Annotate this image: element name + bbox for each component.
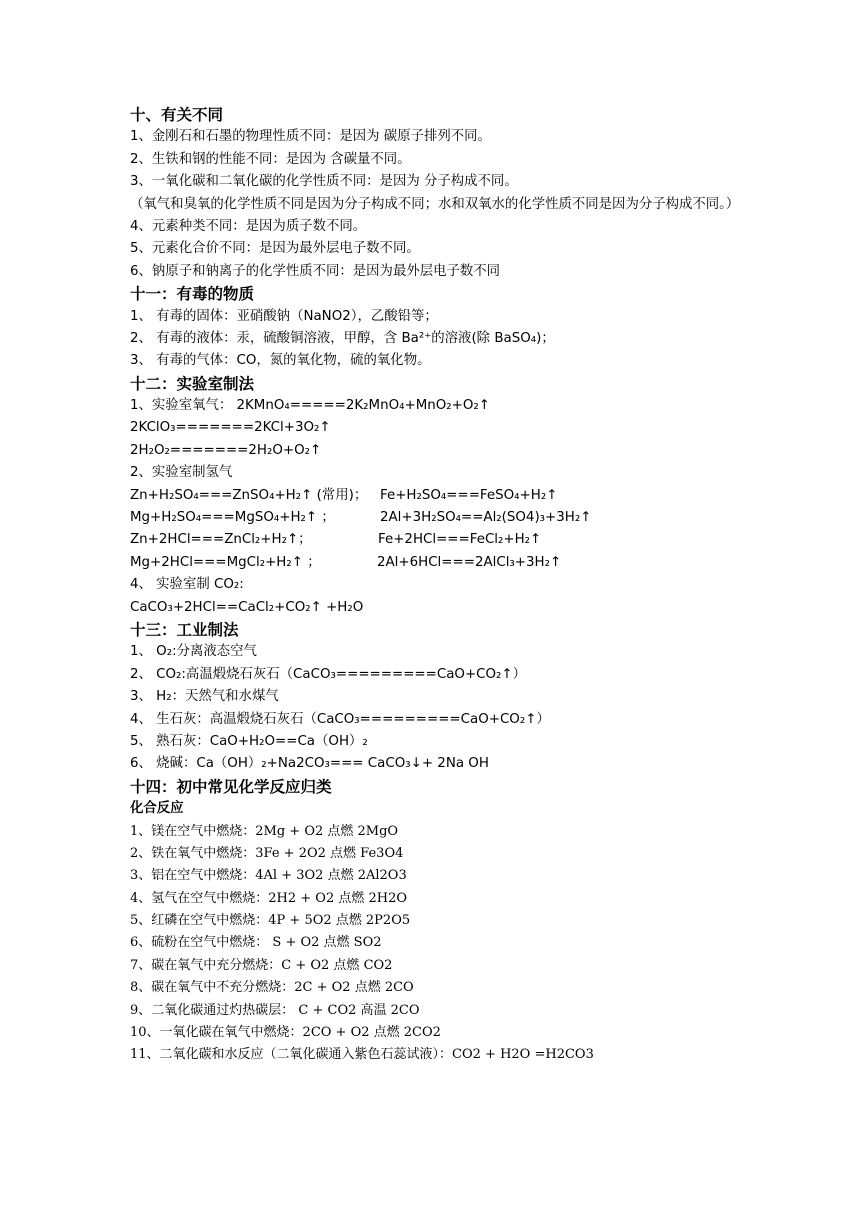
s12-pair-right: 2Al+3H₂SO₄==Al₂(SO4)₃+3H₂↑ bbox=[380, 510, 592, 526]
s10-item-5: 5、元素化合价不同：是因为最外层电子数不同。 bbox=[130, 241, 420, 257]
s14-item-9: 9、二氧化碳通过灼热碳层： C + CO2 高温 2CO bbox=[130, 1002, 420, 1018]
s13-item-4: 4、 生石灰：高温煅烧石灰石（CaCO₃=========CaO+CO₂↑） bbox=[130, 711, 550, 727]
s14-item-5: 5、红磷在空气中燃烧：4P + 5O2 点燃 2P2O5 bbox=[130, 913, 411, 929]
s13-item-6: 6、 烧碱：Ca（OH）₂+Na2CO₃=== CaCO₃↓+ 2Na OH bbox=[130, 756, 489, 772]
s12-pair-right: 2Al+6HCl===2AlCl₃+3H₂↑ bbox=[377, 554, 562, 570]
s14-item-2: 2、铁在氧气中燃烧：3Fe + 2O2 点燃 Fe3O4 bbox=[130, 845, 404, 861]
s12-pair-right: Fe+H₂SO₄===FeSO₄+H₂↑ bbox=[380, 487, 558, 503]
s10-item-6: 6、钠原子和钠离子的化学性质不同：是因为最外层电子数不同 bbox=[130, 263, 501, 279]
s12-pair-right: Fe+2HCl===FeCl₂+H₂↑ bbox=[378, 532, 542, 548]
section-title-10: 十、有关不同 bbox=[130, 106, 224, 124]
s11-item-1: 1、 有毒的固体：亚硝酸钠（NaNO2），乙酸铅等； bbox=[130, 308, 438, 324]
section-title-12: 十二：实验室制法 bbox=[130, 374, 255, 393]
s12-pair-left: Mg+2HCl===MgCl₂+H₂↑ ； bbox=[130, 554, 321, 570]
s14-item-10: 10、一氧化碳在氧气中燃烧：2CO + O2 点燃 2CO2 bbox=[130, 1025, 441, 1041]
s12-pair-row bbox=[130, 552, 750, 574]
s12-pair-left: Zn+H₂SO₄===ZnSO₄+H₂↑ (常用)； bbox=[130, 487, 368, 503]
s14-item-4: 4、氢气在空气中燃烧：2H2 + O2 点燃 2H2O bbox=[130, 890, 408, 906]
s10-note: （氧气和臭氧的化学性质不同是因为分子构成不同；水和双氧水的化学性质不同是因为分子构成不同。） bbox=[130, 196, 740, 212]
s10-item-2: 2、生铁和钢的性能不同：是因为 含碳量不同。 bbox=[130, 151, 411, 167]
s10-item-3: 3、一氧化碳和二氧化碳的化学性质不同：是因为 分子构成不同。 bbox=[130, 174, 518, 190]
s12-tail-2: CaCO₃+2HCl==CaCl₂+CO₂↑ +H₂O bbox=[130, 599, 364, 615]
s12-pair-row bbox=[130, 529, 750, 551]
s14-item-1: 1、镁在空气中燃烧：2Mg + O2 点燃 2MgO bbox=[130, 823, 399, 839]
s14-item-7: 7、碳在氧气中充分燃烧：C + O2 点燃 CO2 bbox=[130, 957, 393, 973]
s12-pair-row bbox=[130, 485, 750, 507]
s14-item-3: 3、铝在空气中燃烧：4Al + 3O2 点燃 2Al2O3 bbox=[130, 868, 407, 884]
s13-item-2: 2、 CO₂:高温煅烧石灰石（CaCO₃=========CaO+CO₂↑） bbox=[130, 666, 527, 682]
s12-pair-row bbox=[130, 507, 750, 529]
s12-item-3: 2H₂O₂=======2H₂O+O₂↑ bbox=[130, 442, 322, 458]
s14-item-8: 8、碳在氧气中不充分燃烧：2C + O2 点燃 2CO bbox=[130, 980, 414, 996]
s12-item-4: 2、实验室制氢气 bbox=[130, 465, 233, 481]
s10-item-4: 4、元素种类不同：是因为质子数不同。 bbox=[130, 218, 367, 234]
section-title-11: 十一：有毒的物质 bbox=[130, 285, 255, 304]
s10-item-1: 1、金刚石和石墨的物理性质不同：是因为 碳原子排列不同。 bbox=[130, 129, 491, 145]
s12-pair-left: Mg+H₂SO₄===MgSO₄+H₂↑ ； bbox=[130, 510, 335, 526]
s12-tail-1: 4、 实验室制 CO₂: bbox=[130, 577, 244, 593]
s12-pair-left: Zn+2HCl===ZnCl₂+H₂↑； bbox=[130, 532, 312, 548]
s13-item-1: 1、 O₂:分离液态空气 bbox=[130, 644, 257, 660]
s11-item-2: 2、 有毒的液体：汞，硫酸铜溶液，甲醇，含 Ba²⁺的溶液(除 BaSO₄)； bbox=[130, 330, 555, 346]
s14-item-6: 6、硫粉在空气中燃烧： S + O2 点燃 SO2 bbox=[130, 935, 382, 951]
s14-subtitle: 化合反应 bbox=[130, 801, 184, 817]
s11-item-3: 3、 有毒的气体：CO，氮的氧化物，硫的氧化物。 bbox=[130, 353, 431, 369]
s12-item-2: 2KClO₃=======2KCl+3O₂↑ bbox=[130, 420, 331, 436]
section-title-13: 十三：工业制法 bbox=[130, 621, 239, 639]
s14-item-11: 11、二氧化碳和水反应（二氧化碳通入紫色石蕊试液）：CO2 + H2O =H2CO3 bbox=[130, 1047, 594, 1063]
section-title-14: 十四：初中常见化学反应归类 bbox=[130, 777, 332, 796]
s12-item-1: 1、实验室氧气： 2KMnO₄=====2K₂MnO₄+MnO₂+O₂↑ bbox=[130, 398, 490, 414]
s13-item-5: 5、 熟石灰：CaO+H₂O==Ca（OH）₂ bbox=[130, 733, 368, 749]
document-content bbox=[130, 104, 750, 1067]
s13-item-3: 3、 H₂：天然气和水煤气 bbox=[130, 689, 279, 705]
